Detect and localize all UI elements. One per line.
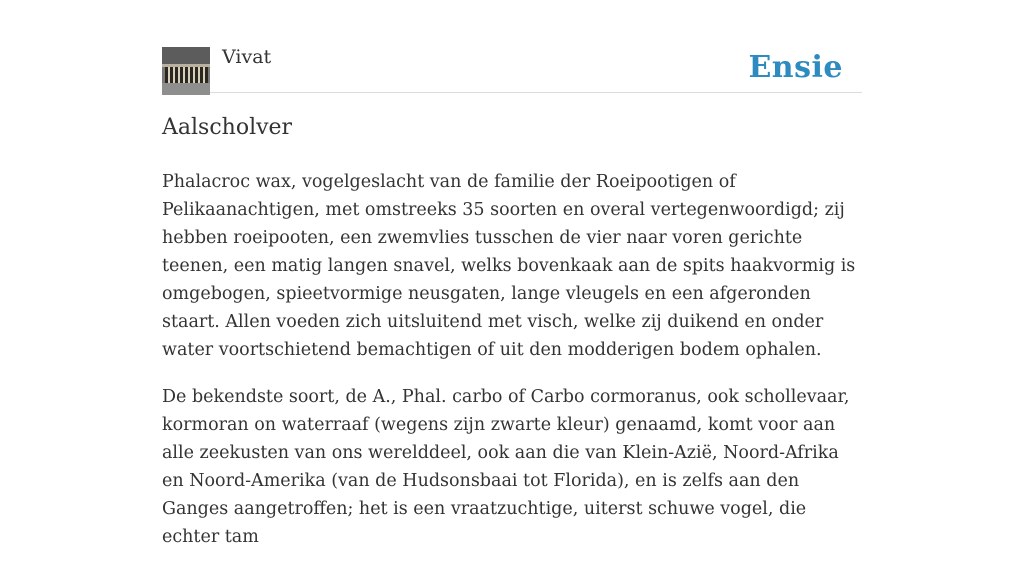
author-name[interactable]: Vivat (222, 46, 272, 68)
article-body (162, 168, 862, 570)
avatar[interactable] (162, 47, 210, 95)
bookshelf-avatar-icon (162, 47, 210, 95)
brand-logo[interactable]: Ensie (748, 50, 843, 85)
article-title: Aalscholver (162, 115, 293, 140)
site-header (162, 40, 862, 93)
article-paragraph: De bekendste soort, de A., Phal. carbo of Carbo cormoranus, ook schollevaar, kormoran on waterraaf (wegens zijn zwarte kleur) genaamd, komt voor aan alle zeekusten van ons werelddeel, ook aan die van Klein-Azië, Noord-Afrika en Noord-Amerika (van de Hudsonsbaai tot Florida), en is zelfs aan den Ganges aangetroffen; het is een vraatzuchtige, uiterst schuwe vogel, die echter tam (162, 387, 850, 547)
article-paragraph: Phalacroc wax, vogelgeslacht van de familie der Roeipootigen of Pelikaanachtigen, met omstreeks 35 soorten en overal vertegenwoordigd; zij hebben roeipooten, een zwemvlies tusschen de vier naar voren gerichte teenen, een matig langen snavel, welks bovenkaak aan de spits haakvormig is omgebogen, spieetvormige neusgaten, lange vleugels en een afgeronden staart. Allen voeden zich uitsluitend met visch, welke zij duikend en onder water voortschietend bemachtigen of uit den modderigen bodem ophalen. (162, 172, 856, 360)
